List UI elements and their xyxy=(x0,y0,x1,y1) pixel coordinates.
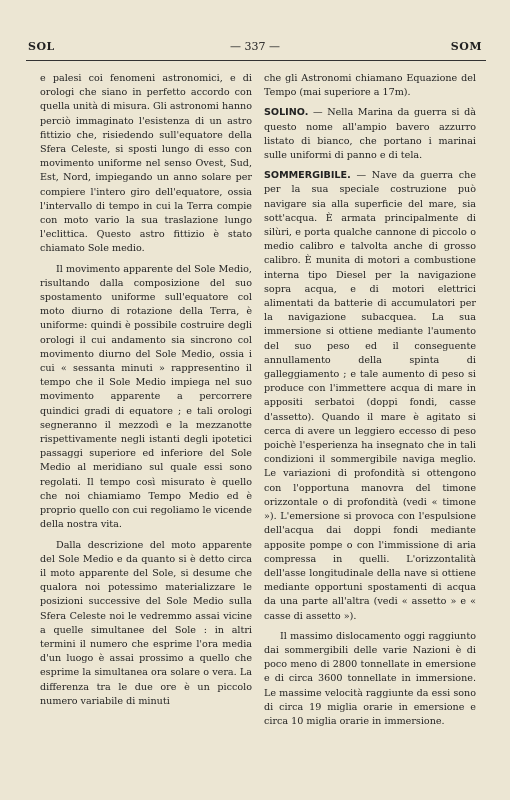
paragraph-equazione-tempo: che gli Astronomi chiamano Equazione del Tempo (mai superiore a 17m). xyxy=(264,73,476,99)
right-column xyxy=(264,72,476,735)
paragraph-sole-medio: e palesi coi fenomeni astronomici, e di orologi che siano in perfetto accordo con quella unità di misura. Gli astronomi hanno perciò immaginato l'esistenza di un astro fittizio che, risiedendo sull'equatore della Sfera Celeste, si sposti lungo di esso con movimento uniforme nel senso Ovest, Sud, Est, Nord, impiegando un anno solare per compiere l'intero giro dell'equatore, ossia l'intervallo di tempo in cui la Terra compie con moto vario la sua traslazione lungo l'eclittica. Questo astro fittizio è stato chiamato Sole medio. xyxy=(40,73,252,255)
entry-text-solino: — Nella Marina da guerra si dà questo nome all'ampio bavero azzurro listato di bianco, che portano i marinai sulle uniformi di panno e di tela. xyxy=(264,107,476,162)
entry-heading-solino: SOLINO. xyxy=(264,107,309,119)
page-number: — 337 — xyxy=(230,40,280,53)
entry-sommergibile xyxy=(264,169,476,624)
header-rule xyxy=(26,60,486,61)
left-column xyxy=(40,72,252,715)
entry-text-sommergibile: — Nave da guerra che per la sua speciale costruzione può navigare sia alla superficie del mare, sia sott'acqua. È armata principalmente di silùri, e porta qualche cannone di piccolo o medio calibro e talvolta anche di grosso calibro. È munita di motori a combustione interna tipo Diesel per la navigazione sopra acqua, e di motori elettrici alimentati da batterie di accumulatori per la navigazione subacquea. La sua immersione si ottiene mediante l'aumento del suo peso ed il conseguente annullamento della spinta di galleggiamento ; e tale aumento di peso si produce con l'immettere acqua di mare in appositi serbatoi (doppi fondi, casse d'assetto). Quando il mare è agitato si cerca di avere un leggiero eccesso di peso poichè l'esperienza ha insegnato che in tali condizioni il sommergibile naviga meglio. Le variazioni di profondità si ottengono con l'opportuna manovra del timone orizzontale o di profondità (vedi « timone »). L'emersione si provoca con l'espulsione dell'acqua dai doppi fondi mediante apposite pompe o con l'immissione di aria compressa in quelli. L'orizzontalità dell'asse longitudinale della nave si ottiene mediante opportuni spostamenti di acqua da una parte all'altra (vedi « assetto » e « casse di assetto »). xyxy=(264,170,476,622)
entry-heading-sommergibile: SOMMERGIBILE. xyxy=(264,170,351,182)
running-head-right: SOM xyxy=(450,40,482,53)
entry-solino xyxy=(264,106,476,163)
paragraph-dislocamento: Il massimo dislocamento oggi raggiunto dai sommergibili delle varie Nazioni è di poco meno di 2800 tonnellate in emersione e di circa 3600 tonnellate in immersione. Le massime velocità raggiunte da essi sono di circa 19 miglia orarie in emersione e circa 10 miglia orarie in immersione. xyxy=(264,630,476,727)
paragraph-ora-media: Dalla descrizione del moto apparente del Sole Medio e da quanto si è detto circa il moto apparente del Sole, si desume che qualora noi potessimo materializzare le posizioni successive del Sole Medio sulla Sfera Celeste noi le vedremmo assai vicine a quelle simultanee del Sole : in altri termini il numero che esprime l'ora media d'un luogo è assai prossimo a quello che esprime la simultanea ora solare o vera. La differenza tra le due ore è un piccolo numero variabile di minuti xyxy=(40,539,252,707)
paragraph-tempo-medio: Il movimento apparente del Sole Medio, risultando dalla composizione del suo spostamento uniforme sull'equatore col moto diurno di rotazione della Terra, è uniforme: quindi è possibile costruire degli orologi il cui andamento sia sincrono col movimento diurno del Sole Medio, ossia i cui « sessanta minuti » rappresentino il tempo che il Sole Medio impiega nel suo movimento apparente a percorrere quindici gradi di equatore ; e tali orologi segneranno il mezzodì e la mezzanotte rispettivamente negli istanti degli ipotetici passaggi superiore ed inferiore del Sole Medio al meridiano sul quale essi sono regolati. Il tempo così misurato è quello che noi chiamiamo Tempo Medio ed è proprio quello con cui regoliamo le vicende della nostra vita. xyxy=(40,263,252,531)
running-head-left: SOL xyxy=(28,40,55,53)
